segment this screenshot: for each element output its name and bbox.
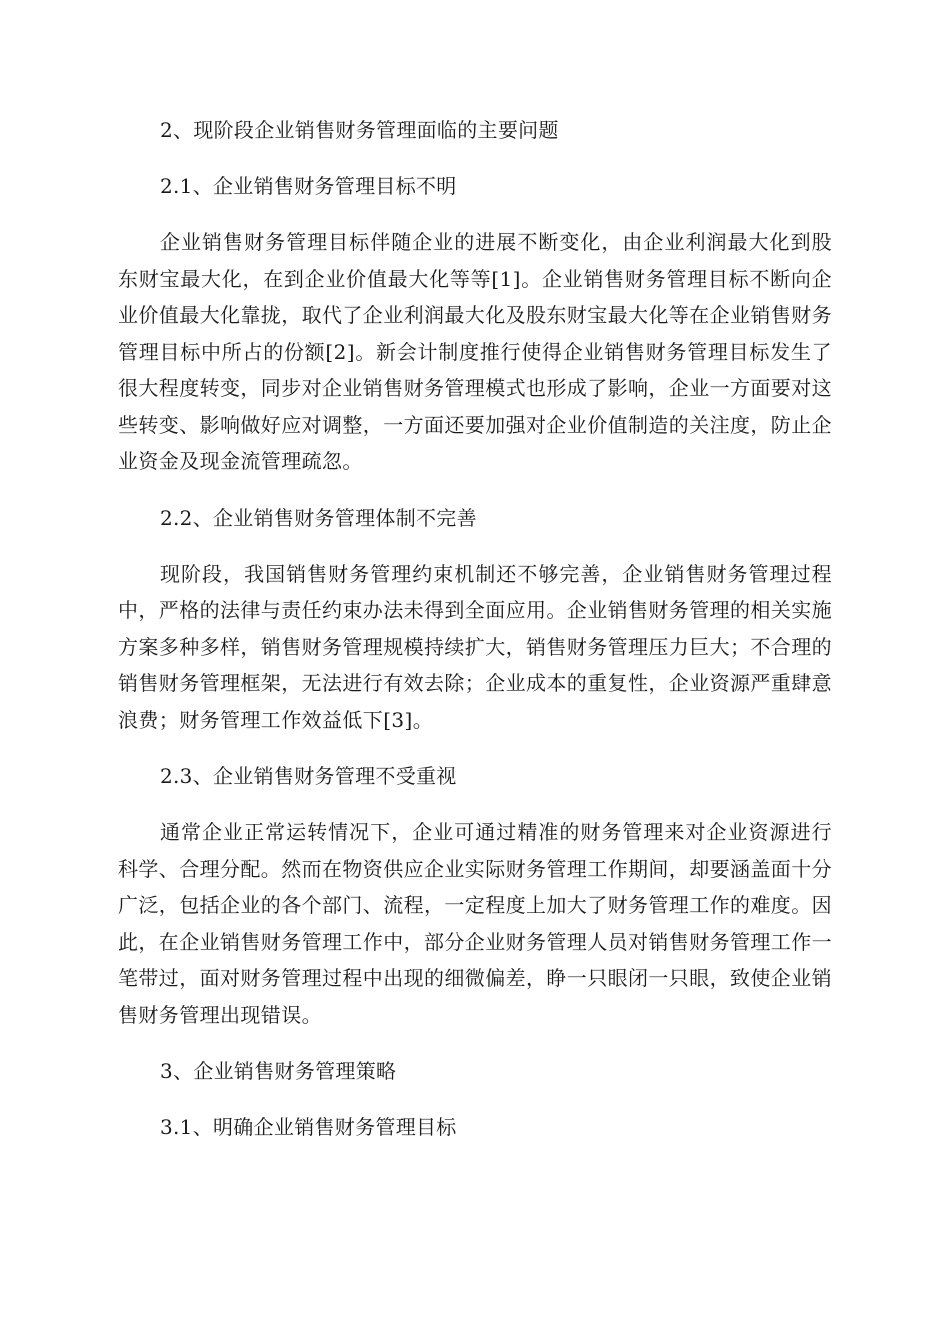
paragraph-2-3: 通常企业正常运转情况下，企业可通过精准的财务管理来对企业资源进行科学、合理分配。然而在物资供应企业实际财务管理工作期间，却要涵盖面十分广泛，包括企业的各个部门、流程，一定程度上加大了财务管理工作的难度。因此，在企业销售财务管理工作中，部分企业财务管理人员对销售财务管理工作一笔带过，面对财务管理过程中出现的细微偏差，睁一只眼闭一只眼，致使企业销售财务管理出现错误。 — [118, 820, 832, 1027]
section-heading-3-1: 3.1、明确企业销售财务管理目标 — [160, 1115, 457, 1139]
section-heading-2-2: 2.2、企业销售财务管理体制不完善 — [160, 505, 477, 530]
section-heading-2: 2、现阶段企业销售财务管理面临的主要问题 — [160, 118, 559, 142]
section-heading-2-1: 2.1、企业销售财务管理目标不明 — [160, 174, 457, 198]
section-heading-3: 3、企业销售财务管理策略 — [160, 1059, 397, 1083]
paragraph-2-1: 企业销售财务管理目标伴随企业的进展不断变化，由企业利润最大化到股东财宝最大化，在到企业价值最大化等等[1]。企业销售财务管理目标不断向企业价值最大化靠拢，取代了企业利润最大化及股东财宝最大化等在企业销售财务管理目标中所占的份额[2]。新会计制度推行使得企业销售财务管理目标发生了很大程度转变，同步对企业销售财务管理模式也形成了影响，企业一方面要对这些转变、影响做好应对调整，一方面还要加强对企业价值制造的关注度，防止企业资金及现金流管理疏忽。 — [118, 230, 832, 473]
paragraph-2-2: 现阶段，我国销售财务管理约束机制还不够完善，企业销售财务管理过程中，严格的法律与责任约束办法未得到全面应用。企业销售财务管理的相关实施方案多种多样，销售财务管理规模持续扩大，销售财务管理压力巨大；不合理的销售财务管理框架，无法进行有效去除；企业成本的重复性，企业资源严重肆意浪费；财务管理工作效益低下[3]。 — [118, 561, 832, 732]
document-body — [118, 112, 832, 1165]
section-heading-2-3: 2.3、企业销售财务管理不受重视 — [160, 764, 457, 788]
